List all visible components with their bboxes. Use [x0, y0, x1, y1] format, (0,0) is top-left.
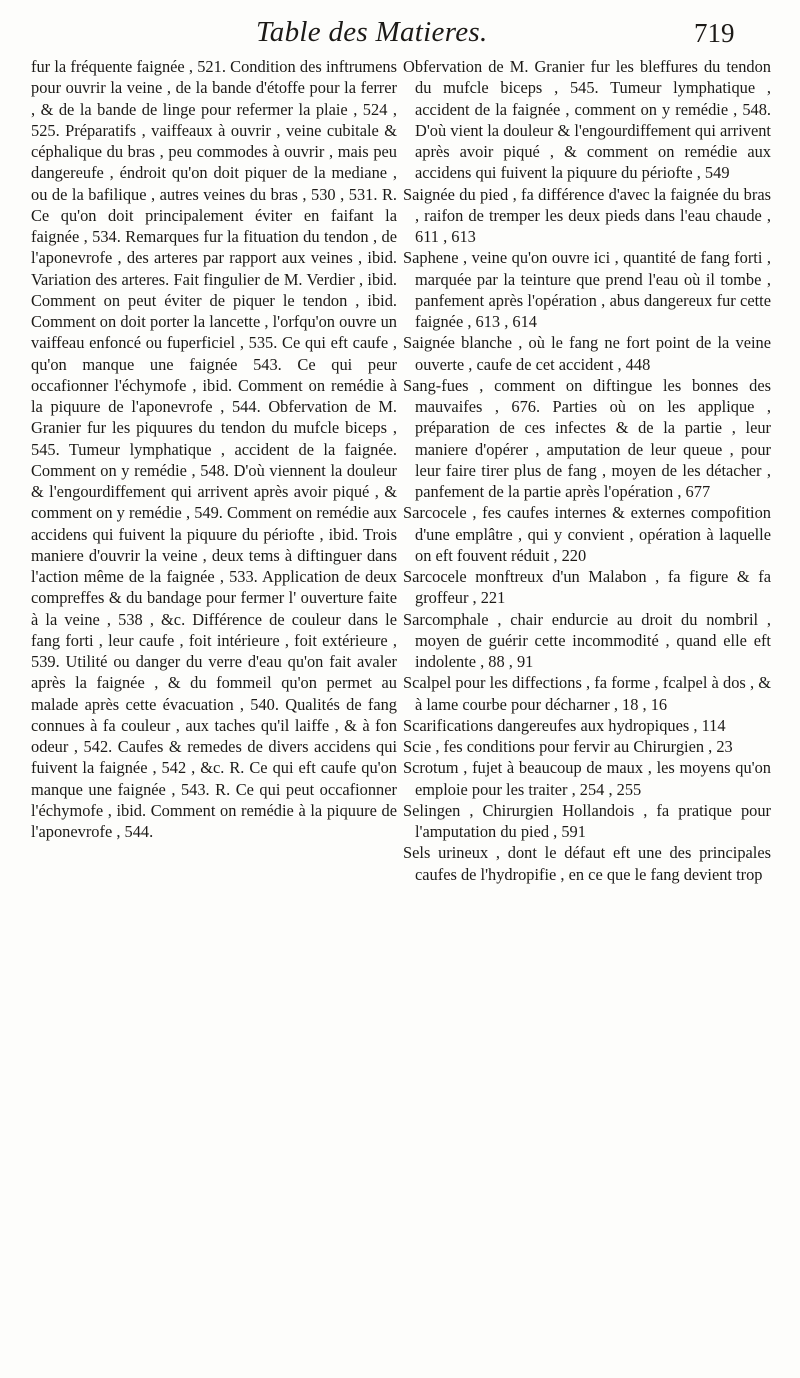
page-number: 719	[694, 18, 735, 48]
index-entry: Saignée du pied , fa différence d'avec la faignée du bras , raifon de tremper les deux pieds dans l'eau chaude , 611 , 613	[403, 184, 771, 246]
index-entry: Obfervation de M. Granier fur les bleffures du tendon du mufcle biceps , 545. Tumeur lymphatique , accident de la faignée , comment on y remédie , 548. D'où vient la douleur & l'engourdiffement qui arrivent après avoir piqué , & comment on remédie aux accidens qui fuivent la piquure du périofte , 549	[403, 57, 771, 183]
index-entry: Scie , fes conditions pour fervir au Chirurgien , 23	[403, 737, 733, 756]
index-entry: Sarcocele , fes caufes internes & externes compofition d'une emplâtre , qui y convient , opération à laquelle on eft fouvent réduit , 220	[403, 503, 771, 565]
running-header	[0, 14, 800, 54]
index-entry: Scarifications dangereufes aux hydropiques , 114	[403, 715, 726, 735]
index-entry: Saphene , veine qu'on ouvre ici , quantité de fang forti , marquée par la teinture que prend l'eau où il tombe , panfement après l'opération , abus dangereux fur cette faignée , 613 , 614	[403, 248, 771, 331]
running-title: Table des Matieres.	[256, 16, 488, 48]
index-entry: Sarcocele monftreux d'un Malabon , fa figure & fa groffeur , 221	[403, 567, 771, 608]
left-column	[31, 56, 397, 842]
index-entry: Scalpel pour les diffections , fa forme , fcalpel à dos , & à lame courbe pour décharner , 18 , 16	[403, 673, 771, 714]
index-entry: Sang-fues , comment on diftingue les bonnes des mauvaifes , 676. Parties où on les applique , préparation de ces infectes & de la partie , leur maniere d'opérer , amputation de leur queue , pour leur faire tirer plus de fang , moyen de les détacher , panfement de la partie après l'opération , 677	[403, 375, 771, 501]
right-column	[403, 56, 771, 885]
index-entry: Sels urineux , dont le défaut eft une des principales caufes de l'hydropifie , en ce que le fang devient trop	[403, 843, 771, 884]
index-entry: Selingen , Chirurgien Hollandois , fa pratique pour l'amputation du pied , 591	[403, 800, 771, 841]
index-entry: Scrotum , fujet à beaucoup de maux , les moyens qu'on emploie pour les traiter , 254 , 255	[403, 758, 771, 799]
index-entry: Sarcomphale , chair endurcie au droit du nombril , moyen de guérir cette incommodité , quand elle eft indolente , 88 , 91	[403, 609, 771, 671]
index-entry: Saignée blanche , où le fang ne fort point de la veine ouverte , caufe de cet accident , 448	[403, 333, 771, 374]
index-entry: fur la fréquente faignée , 521. Condition des inftrumens pour ouvrir la veine , de la bande d'étoffe pour la ferrer , & de la bande de linge pour refermer la plaie , 524 , 525. Préparatifs , vaiffeaux à ouvrir , veine cubitale & céphalique du bras , peu commodes à ouvrir , mais peu dangereufe , éndroit qu'on doit piquer de la mediane , ou de la bafilique , autres veines du bras , 530 , 531. R. Ce qu'on doit principalement éviter en faifant la faignée , 534. Remarques fur la fituation du tendon , de l'aponevrofe , des arteres par rapport aux veines , ibid. Variation des arteres. Fait fingulier de M. Verdier , ibid. Comment on peut éviter de piquer le tendon , ibid. Comment on doit porter la lancette , l'orfqu'on ouvre un vaiffeau enfoncé ou fuperficiel , 535. Ce qui eft caufe , qu'on manque une faignée 543. Ce qui peur occafionner l'échymofe , ibid. Comment on remédie à la piquure de l'aponevrofe , 544. Obfervation de M. Granier fur les piquures du tendon du mufcle biceps , 545. Tumeur lymphatique , accident de la faignée. Comment on y remédie , 548. D'où viennent la douleur & l'engourdiffement qui arrivent après avoir piqué , & comment on y remédie , 549. Comment on remédie aux accidens qui fuivent la piquure du périofte , ibid. Trois maniere d'ouvrir la veine , deux tems à diftinguer dans l'action même de la faignée , 533. Application de deux compreffes & du bandage pour fermer l' ouverture faite à la veine , 538 , &c. Différence de couleur dans le fang forti , leur caufe , foit intérieure , foit extérieure , 539. Utilité ou danger du verre d'eau qu'on fait avaler après la faignée , & du fommeil qu'on permet au malade après cette évacuation , 540. Qualités de fang connues à fa couleur , aux taches qu'il laiffe , & à fon odeur , 542. Caufes & remedes de divers accidens qui fuivent la faignée , 542 , &c. R. Ce qui eft caufe qu'on manque une faignée , 543. R. Ce qui peut occafionner l'échymofe , ibid. Comment on remédie à la piquure de l'aponevrofe , 544.	[31, 57, 397, 841]
